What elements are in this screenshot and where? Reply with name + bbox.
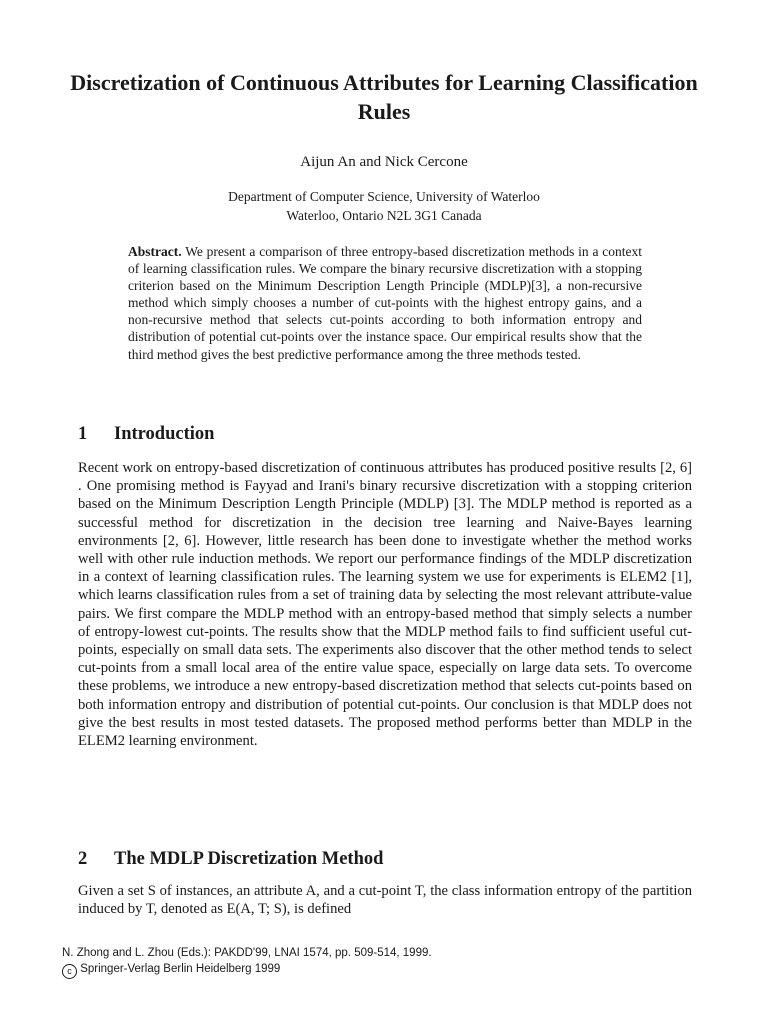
abstract-label: Abstract. [128, 244, 182, 259]
paper-title: Discretization of Continuous Attributes for Learning Classification Rules [70, 70, 698, 124]
footer-copyright [62, 961, 280, 979]
footer-citation: N. Zhong and L. Zhou (Eds.): PAKDD'99, LNAI 1574, pp. 509-514, 1999. [62, 947, 432, 959]
paper-authors: Aijun An and Nick Cercone [300, 154, 468, 170]
footer-publisher: Springer-Verlag Berlin Heidelberg 1999 [80, 963, 281, 975]
affiliation-line-2: Waterloo, Ontario N2L 3G1 Canada [286, 208, 482, 223]
section-2-title: The MDLP Discretization Method [114, 849, 384, 869]
section-2-heading [78, 849, 383, 870]
section-2-paragraph: Given a set S of instances, an attribute A, and a cut-point T, the class information entropy of the partition induced by T, denoted as E(A, T; S), is defined [78, 883, 692, 918]
section-1-paragraph: Recent work on entropy-based discretization of continuous attributes has produced positive results [2, 6] . One promising method is Fayyad and Irani's binary recursive discretization with a stopping criterion based on the Minimum Description Length Principle (MDLP) [3]. The MDLP method is reported as a successful method for discretization in the decision tree learning and Naive-Bayes learning environments [2, 6]. However, little research has been done to investigate whether the method works well with other rule induction methods. We report our performance findings of the MDLP discretization in a context of learning classification rules. The learning system we use for experiments is ELEM2 [1], which learns classification rules from a set of training data by selecting the most relevant attribute-value pairs. We first compare the MDLP method with an entropy-based method that simply selects a number of entropy-lowest cut-points. The results show that the MDLP method fails to find sufficient useful cut-points, especially on small data sets. The experiments also discover that the other method tends to select cut-points from a small local area of the entire value space, especially on large data sets. To overcome these problems, we introduce a new entropy-based discretization method that selects cut-points based on both information entropy and distribution of potential cut-points. Our conclusion is that MDLP does not give the best results in most tested datasets. The proposed method performs better than MDLP in the ELEM2 learning environment. [78, 460, 692, 750]
author-affiliation [60, 187, 708, 225]
section-1-title: Introduction [114, 424, 215, 444]
abstract [128, 243, 642, 363]
copyright-icon: c [62, 964, 77, 979]
section-1-heading [78, 424, 214, 445]
affiliation-line-1: Department of Computer Science, University of Waterloo [228, 189, 540, 204]
section-1-number: 1 [78, 424, 88, 444]
section-2-number: 2 [78, 849, 88, 869]
abstract-text: We present a comparison of three entropy-based discretization methods in a context of learning classification rules. We compare the binary recursive discretization with a stopping criterion based on the Minimum Description Length Principle (MDLP)[3], a non-recursive method which simply chooses a number of cut-points with the highest entropy gains, and a non-recursive method that selects cut-points according to both information entropy and distribution of potential cut-points over the instance space. Our empirical results show that the third method gives the best predictive performance among the three methods tested. [128, 244, 642, 362]
